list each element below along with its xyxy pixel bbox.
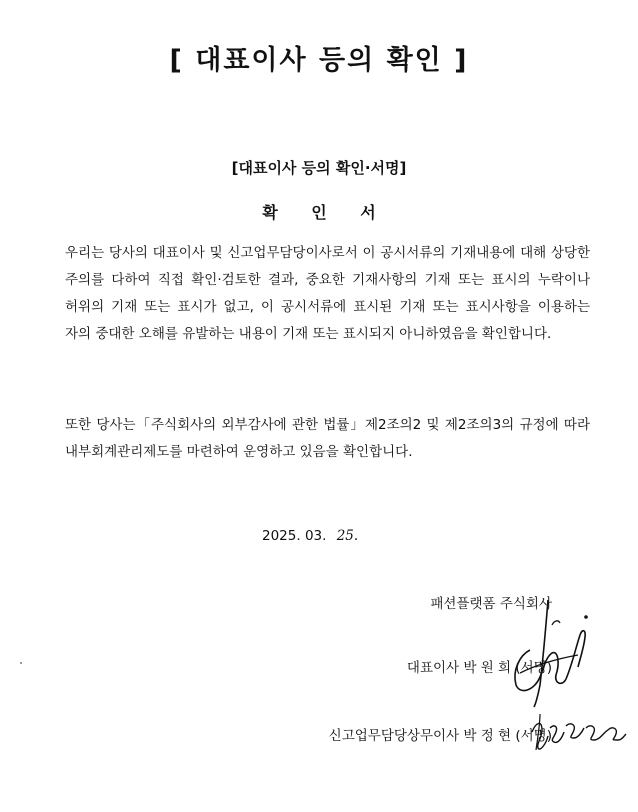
ceo-signature-line: 대표이사 박 원 희 (서명) xyxy=(406,660,552,676)
document-date xyxy=(262,528,358,544)
confirmation-paragraph-1: 우리는 당사의 대표이사 및 신고업무담당이사로서 이 공시서류의 기재내용에 대해 상당한 주의를 다하여 직접 확인·검토한 결과, 중요한 기재사항의 기재 또는 표시의 누락이나 허위의 기재 또는 표시가 없고, 이 공시서류에 표시된 기재 또는 표시사항을 이용하는 자의 중대한 오해를 유발하는 내용이 기재 또는 표시되지 아니하였음을 확인합니다. xyxy=(65,245,590,342)
date-printed: 2025. 03. xyxy=(262,528,327,544)
document-title: [ 대표이사 등의 확인 ] xyxy=(169,45,469,76)
company-name: 패션플랫폼 주식회사 xyxy=(430,596,552,612)
confirmation-heading: 확 인 서 xyxy=(262,203,390,222)
document-subtitle: [대표이사 등의 확인·서명] xyxy=(231,159,407,177)
ceo-signature-icon xyxy=(500,595,600,715)
scan-mark xyxy=(20,662,22,664)
date-handwritten: 25. xyxy=(336,528,359,544)
officer-signature-line: 신고업무담당상무이사 박 정 현 (서명) xyxy=(328,728,552,744)
confirmation-paragraph-2: 또한 당사는「주식회사의 외부감사에 관한 법률」제2조의2 및 제2조의3의 규정에 따라 내부회계관리제도를 마련하여 운영하고 있음을 확인합니다. xyxy=(65,417,590,460)
